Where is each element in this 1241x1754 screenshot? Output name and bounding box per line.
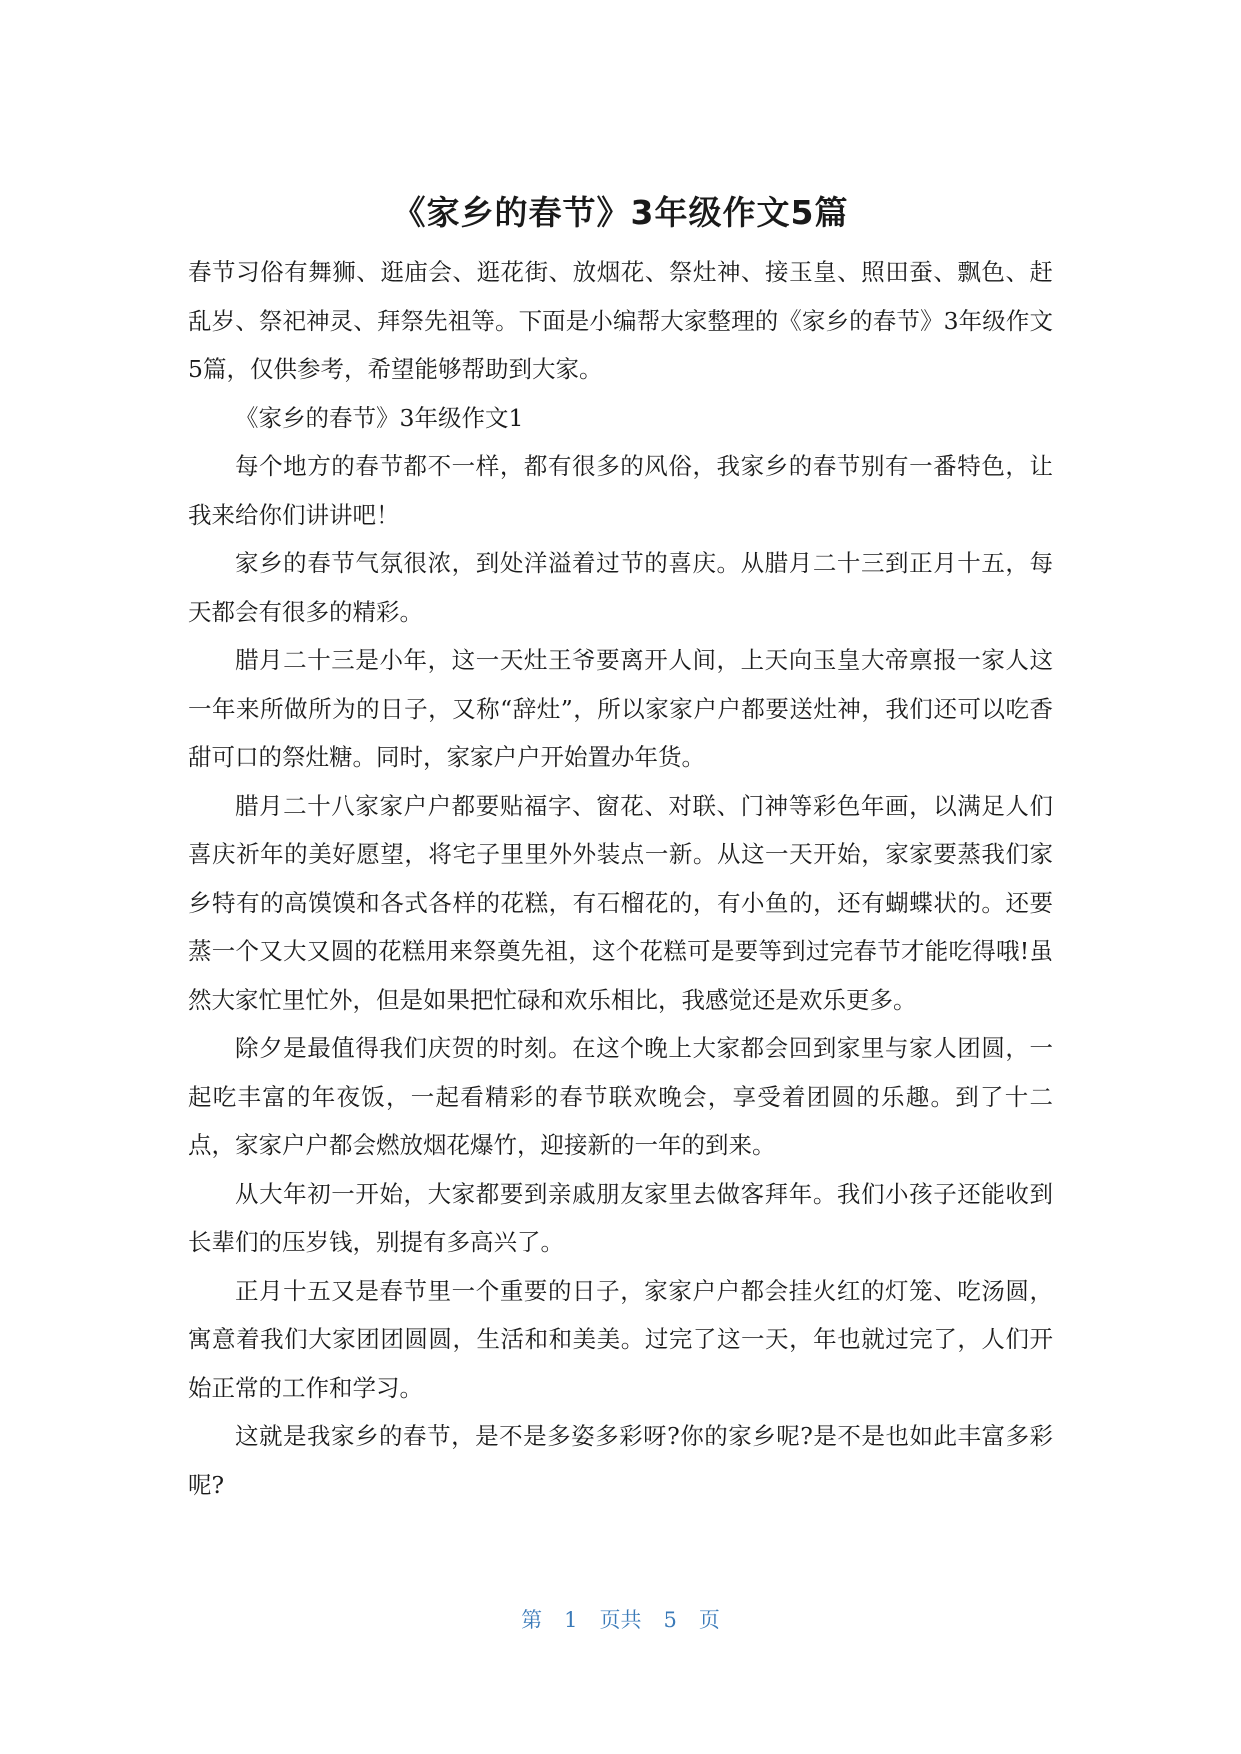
page-of-label: 页共 bbox=[599, 1608, 642, 1632]
page-footer bbox=[0, 1604, 1241, 1634]
essay-paragraph: 从大年初一开始，大家都要到亲戚朋友家里去做客拜年。我们小孩子还能收到长辈们的压岁钱，别提有多高兴了。 bbox=[188, 1179, 1053, 1256]
essay-paragraph: 正月十五又是春节里一个重要的日子，家家户户都会挂火红的灯笼、吃汤圆，寓意着我们大家团团圆圆，生活和和美美。过完了这一天，年也就过完了，人们开始正常的工作和学习。 bbox=[188, 1276, 1053, 1402]
document-title: 《家乡的春节》3年级作文5篇 bbox=[392, 193, 849, 232]
essay-paragraph: 这就是我家乡的春节，是不是多姿多彩呀?你的家乡呢?是不是也如此丰富多彩呢? bbox=[188, 1422, 1053, 1499]
total-pages: 5 bbox=[663, 1608, 677, 1632]
essay-paragraph: 家乡的春节气氛很浓，到处洋溢着过节的喜庆。从腊月二十三到正月十五，每天都会有很多的精彩。 bbox=[188, 549, 1053, 626]
document-body bbox=[188, 248, 1053, 1509]
section-heading: 《家乡的春节》3年级作文1 bbox=[235, 403, 524, 432]
essay-paragraph: 除夕是最值得我们庆贺的时刻。在这个晚上大家都会回到家里与家人团圆，一起吃丰富的年夜饭，一起看精彩的春节联欢晚会，享受着团圆的乐趣。到了十二点，家家户户都会燃放烟花爆竹，迎接新的一年的到来。 bbox=[188, 1034, 1053, 1159]
page-number: 1 bbox=[564, 1608, 578, 1632]
intro-paragraph: 春节习俗有舞狮、逛庙会、逛花街、放烟花、祭灶神、接玉皇、照田蚕、飘色、赶乱岁、祭祀神灵、拜祭先祖等。下面是小编帮大家整理的《家乡的春节》3年级作文5篇，仅供参考，希望能够帮助到大家。 bbox=[188, 258, 1053, 383]
essay-paragraph: 腊月二十八家家户户都要贴福字、窗花、对联、门神等彩色年画，以满足人们喜庆祈年的美好愿望，将宅子里里外外装点一新。从这一天开始，家家要蒸我们家乡特有的高馍馍和各式各样的花糕，有石榴花的，有小鱼的，还有蝴蝶状的。还要蒸一个又大又圆的花糕用来祭奠先祖，这个花糕可是要等到过完春节才能吃得哦!虽然大家忙里忙外，但是如果把忙碌和欢乐相比，我感觉还是欢乐更多。 bbox=[188, 791, 1053, 1014]
essay-paragraph: 腊月二十三是小年，这一天灶王爷要离开人间，上天向玉皇大帝禀报一家人这一年来所做所为的日子，又称“辞灶”，所以家家户户都要送灶神，我们还可以吃香甜可口的祭灶糖。同时，家家户户开始置办年货。 bbox=[188, 646, 1053, 771]
essay-paragraph: 每个地方的春节都不一样，都有很多的风俗，我家乡的春节别有一番特色，让我来给你们讲讲吧！ bbox=[188, 452, 1053, 529]
page-label: 第 bbox=[521, 1608, 543, 1632]
page-suffix: 页 bbox=[698, 1608, 720, 1632]
